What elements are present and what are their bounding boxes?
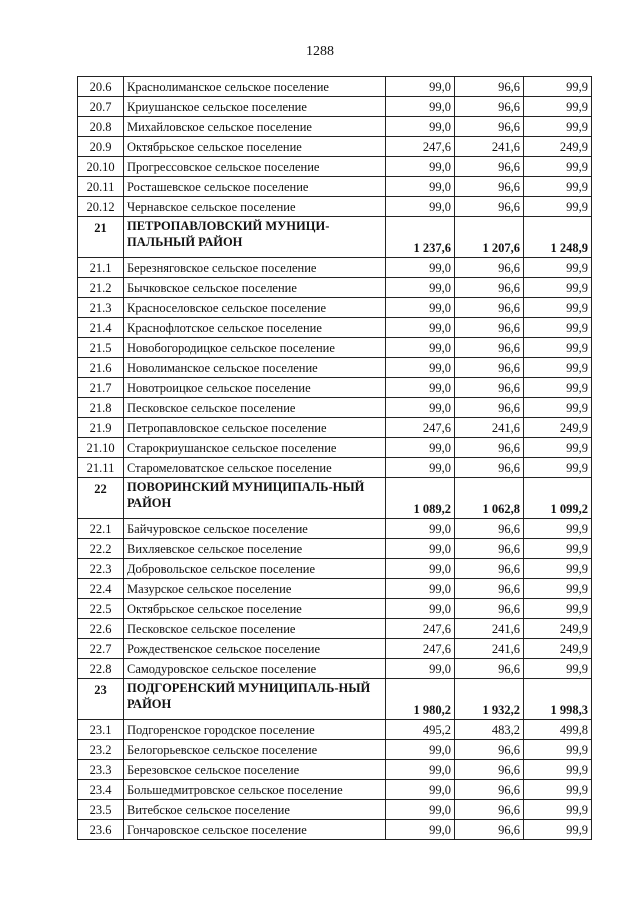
table-row	[78, 559, 592, 579]
table-row	[78, 358, 592, 378]
settlement-name: Песковское сельское поселение	[124, 398, 386, 418]
value-col-2: 96,6	[455, 117, 524, 137]
budget-table-body	[78, 77, 592, 840]
value-col-1: 99,0	[386, 278, 455, 298]
value-col-2: 96,6	[455, 820, 524, 840]
value-col-3: 1 099,2	[524, 478, 592, 519]
value-col-2: 96,6	[455, 599, 524, 619]
table-row	[78, 720, 592, 740]
value-col-2: 96,6	[455, 338, 524, 358]
value-col-3: 99,9	[524, 659, 592, 679]
row-number: 22.7	[78, 639, 124, 659]
value-col-1: 99,0	[386, 820, 455, 840]
value-col-3: 99,9	[524, 157, 592, 177]
value-col-2: 483,2	[455, 720, 524, 740]
value-col-1: 99,0	[386, 358, 455, 378]
row-number: 23.4	[78, 780, 124, 800]
value-col-2: 96,6	[455, 358, 524, 378]
settlement-name: Чернавское сельское поселение	[124, 197, 386, 217]
settlement-name: Новотроицкое сельское поселение	[124, 378, 386, 398]
district-row	[78, 478, 592, 519]
table-row	[78, 197, 592, 217]
value-col-3: 249,9	[524, 619, 592, 639]
row-number: 21.11	[78, 458, 124, 478]
table-row	[78, 760, 592, 780]
value-col-2: 96,6	[455, 760, 524, 780]
settlement-name: Октябрьское сельское поселение	[124, 599, 386, 619]
row-number: 20.12	[78, 197, 124, 217]
value-col-1: 99,0	[386, 559, 455, 579]
value-col-3: 99,9	[524, 278, 592, 298]
settlement-name: Добровольское сельское поселение	[124, 559, 386, 579]
settlement-name: Красноселовское сельское поселение	[124, 298, 386, 318]
district-row	[78, 217, 592, 258]
settlement-name: Песковское сельское поселение	[124, 619, 386, 639]
value-col-3: 249,9	[524, 639, 592, 659]
value-col-1: 99,0	[386, 157, 455, 177]
value-col-3: 99,9	[524, 559, 592, 579]
value-col-3: 99,9	[524, 519, 592, 539]
district-row	[78, 679, 592, 720]
value-col-2: 96,6	[455, 177, 524, 197]
value-col-1: 99,0	[386, 740, 455, 760]
table-row	[78, 780, 592, 800]
value-col-3: 99,9	[524, 780, 592, 800]
row-number: 20.6	[78, 77, 124, 97]
value-col-1: 99,0	[386, 539, 455, 559]
value-col-2: 241,6	[455, 619, 524, 639]
value-col-2: 241,6	[455, 418, 524, 438]
settlement-name: Бычковское сельское поселение	[124, 278, 386, 298]
table-row	[78, 639, 592, 659]
settlement-name: Белогорьевское сельское поселение	[124, 740, 386, 760]
settlement-name: Краснофлотское сельское поселение	[124, 318, 386, 338]
district-name: ПОВОРИНСКИЙ МУНИЦИПАЛЬ-НЫЙ РАЙОН	[124, 478, 386, 519]
row-number: 20.11	[78, 177, 124, 197]
value-col-2: 96,6	[455, 318, 524, 338]
settlement-name: Новолиманское сельское поселение	[124, 358, 386, 378]
row-number: 22.8	[78, 659, 124, 679]
row-number: 21.10	[78, 438, 124, 458]
row-number: 23.5	[78, 800, 124, 820]
value-col-1: 99,0	[386, 780, 455, 800]
value-col-3: 99,9	[524, 298, 592, 318]
value-col-3: 99,9	[524, 77, 592, 97]
value-col-2: 96,6	[455, 539, 524, 559]
value-col-3: 1 248,9	[524, 217, 592, 258]
value-col-3: 1 998,3	[524, 679, 592, 720]
row-number: 21.1	[78, 258, 124, 278]
value-col-2: 96,6	[455, 278, 524, 298]
value-col-1: 495,2	[386, 720, 455, 740]
district-name: ПЕТРОПАВЛОВСКИЙ МУНИЦИ-ПАЛЬНЫЙ РАЙОН	[124, 217, 386, 258]
row-number: 21.3	[78, 298, 124, 318]
table-row	[78, 740, 592, 760]
table-row	[78, 258, 592, 278]
value-col-1: 99,0	[386, 318, 455, 338]
value-col-2: 96,6	[455, 458, 524, 478]
table-row	[78, 539, 592, 559]
table-row	[78, 338, 592, 358]
value-col-3: 99,9	[524, 358, 592, 378]
value-col-1: 99,0	[386, 378, 455, 398]
row-number: 23.1	[78, 720, 124, 740]
settlement-name: Подгоренское городское поселение	[124, 720, 386, 740]
value-col-2: 96,6	[455, 519, 524, 539]
settlement-name: Березовское сельское поселение	[124, 760, 386, 780]
value-col-1: 99,0	[386, 298, 455, 318]
value-col-2: 96,6	[455, 398, 524, 418]
settlement-name: Октябрьское сельское поселение	[124, 137, 386, 157]
value-col-1: 99,0	[386, 458, 455, 478]
value-col-3: 249,9	[524, 137, 592, 157]
table-row	[78, 519, 592, 539]
value-col-1: 247,6	[386, 639, 455, 659]
value-col-3: 99,9	[524, 740, 592, 760]
row-number: 21	[78, 217, 124, 258]
page-number: 1288	[306, 44, 334, 59]
value-col-1: 99,0	[386, 197, 455, 217]
table-row	[78, 177, 592, 197]
row-number: 23.2	[78, 740, 124, 760]
value-col-1: 247,6	[386, 418, 455, 438]
row-number: 22.4	[78, 579, 124, 599]
settlement-name: Петропавловское сельское поселение	[124, 418, 386, 438]
settlement-name: Байчуровское сельское поселение	[124, 519, 386, 539]
row-number: 21.7	[78, 378, 124, 398]
value-col-2: 96,6	[455, 197, 524, 217]
value-col-3: 99,9	[524, 398, 592, 418]
settlement-name: Новобогородицкое сельское поселение	[124, 338, 386, 358]
value-col-1: 99,0	[386, 97, 455, 117]
row-number: 20.8	[78, 117, 124, 137]
settlement-name: Росташевское сельское поселение	[124, 177, 386, 197]
value-col-2: 96,6	[455, 157, 524, 177]
settlement-name: Витебское сельское поселение	[124, 800, 386, 820]
row-number: 21.4	[78, 318, 124, 338]
value-col-3: 99,9	[524, 599, 592, 619]
value-col-3: 99,9	[524, 800, 592, 820]
value-col-3: 99,9	[524, 338, 592, 358]
row-number: 20.10	[78, 157, 124, 177]
value-col-2: 96,6	[455, 800, 524, 820]
settlement-name: Старомеловатское сельское поселение	[124, 458, 386, 478]
value-col-2: 96,6	[455, 740, 524, 760]
value-col-2: 96,6	[455, 780, 524, 800]
table-row	[78, 599, 592, 619]
value-col-3: 99,9	[524, 378, 592, 398]
value-col-1: 99,0	[386, 599, 455, 619]
value-col-2: 96,6	[455, 579, 524, 599]
table-row	[78, 77, 592, 97]
settlement-name: Прогрессовское сельское поселение	[124, 157, 386, 177]
settlement-name: Мазурское сельское поселение	[124, 579, 386, 599]
settlement-name: Гончаровское сельское поселение	[124, 820, 386, 840]
value-col-1: 247,6	[386, 137, 455, 157]
table-row	[78, 820, 592, 840]
value-col-3: 99,9	[524, 458, 592, 478]
value-col-3: 99,9	[524, 318, 592, 338]
value-col-3: 99,9	[524, 820, 592, 840]
settlement-name: Рождественское сельское поселение	[124, 639, 386, 659]
settlement-name: Самодуровское сельское поселение	[124, 659, 386, 679]
table-row	[78, 619, 592, 639]
value-col-2: 96,6	[455, 438, 524, 458]
table-row	[78, 438, 592, 458]
value-col-1: 99,0	[386, 579, 455, 599]
settlement-name: Вихляевское сельское поселение	[124, 539, 386, 559]
value-col-3: 249,9	[524, 418, 592, 438]
value-col-1: 99,0	[386, 338, 455, 358]
value-col-3: 99,9	[524, 97, 592, 117]
value-col-1: 1 980,2	[386, 679, 455, 720]
row-number: 21.6	[78, 358, 124, 378]
settlement-name: Михайловское сельское поселение	[124, 117, 386, 137]
value-col-1: 99,0	[386, 117, 455, 137]
value-col-1: 99,0	[386, 659, 455, 679]
row-number: 22.2	[78, 539, 124, 559]
value-col-2: 96,6	[455, 659, 524, 679]
table-row	[78, 579, 592, 599]
value-col-2: 1 062,8	[455, 478, 524, 519]
value-col-3: 99,9	[524, 177, 592, 197]
row-number: 20.7	[78, 97, 124, 117]
value-col-1: 99,0	[386, 77, 455, 97]
table-row	[78, 398, 592, 418]
value-col-2: 96,6	[455, 77, 524, 97]
row-number: 21.5	[78, 338, 124, 358]
value-col-1: 1 089,2	[386, 478, 455, 519]
district-name: ПОДГОРЕНСКИЙ МУНИЦИПАЛЬ-НЫЙ РАЙОН	[124, 679, 386, 720]
row-number: 21.2	[78, 278, 124, 298]
row-number: 22.1	[78, 519, 124, 539]
table-row	[78, 458, 592, 478]
value-col-2: 96,6	[455, 298, 524, 318]
settlement-name: Краснолиманское сельское поселение	[124, 77, 386, 97]
value-col-1: 99,0	[386, 519, 455, 539]
value-col-1: 99,0	[386, 438, 455, 458]
table-row	[78, 800, 592, 820]
value-col-3: 99,9	[524, 117, 592, 137]
table-row	[78, 278, 592, 298]
value-col-2: 1 207,6	[455, 217, 524, 258]
table-row	[78, 318, 592, 338]
table-row	[78, 97, 592, 117]
value-col-1: 99,0	[386, 760, 455, 780]
settlement-name: Березняговское сельское поселение	[124, 258, 386, 278]
value-col-1: 99,0	[386, 398, 455, 418]
value-col-1: 99,0	[386, 177, 455, 197]
row-number: 22.5	[78, 599, 124, 619]
row-number: 22	[78, 478, 124, 519]
value-col-2: 96,6	[455, 258, 524, 278]
value-col-2: 96,6	[455, 559, 524, 579]
value-col-2: 1 932,2	[455, 679, 524, 720]
value-col-1: 99,0	[386, 800, 455, 820]
value-col-3: 99,9	[524, 760, 592, 780]
row-number: 21.9	[78, 418, 124, 438]
value-col-3: 99,9	[524, 579, 592, 599]
settlement-name: Криушанское сельское поселение	[124, 97, 386, 117]
value-col-1: 99,0	[386, 258, 455, 278]
table-row	[78, 117, 592, 137]
settlement-name: Старокриушанское сельское поселение	[124, 438, 386, 458]
row-number: 20.9	[78, 137, 124, 157]
value-col-2: 241,6	[455, 639, 524, 659]
value-col-2: 96,6	[455, 97, 524, 117]
value-col-1: 1 237,6	[386, 217, 455, 258]
value-col-2: 96,6	[455, 378, 524, 398]
table-row	[78, 137, 592, 157]
value-col-2: 241,6	[455, 137, 524, 157]
row-number: 22.3	[78, 559, 124, 579]
row-number: 23	[78, 679, 124, 720]
settlement-name: Большедмитровское сельское поселение	[124, 780, 386, 800]
table-row	[78, 378, 592, 398]
row-number: 23.6	[78, 820, 124, 840]
budget-table	[77, 76, 592, 840]
value-col-3: 499,8	[524, 720, 592, 740]
table-row	[78, 418, 592, 438]
value-col-1: 247,6	[386, 619, 455, 639]
row-number: 22.6	[78, 619, 124, 639]
value-col-3: 99,9	[524, 438, 592, 458]
table-row	[78, 659, 592, 679]
row-number: 23.3	[78, 760, 124, 780]
value-col-3: 99,9	[524, 539, 592, 559]
table-row	[78, 298, 592, 318]
value-col-3: 99,9	[524, 197, 592, 217]
value-col-3: 99,9	[524, 258, 592, 278]
row-number: 21.8	[78, 398, 124, 418]
table-row	[78, 157, 592, 177]
